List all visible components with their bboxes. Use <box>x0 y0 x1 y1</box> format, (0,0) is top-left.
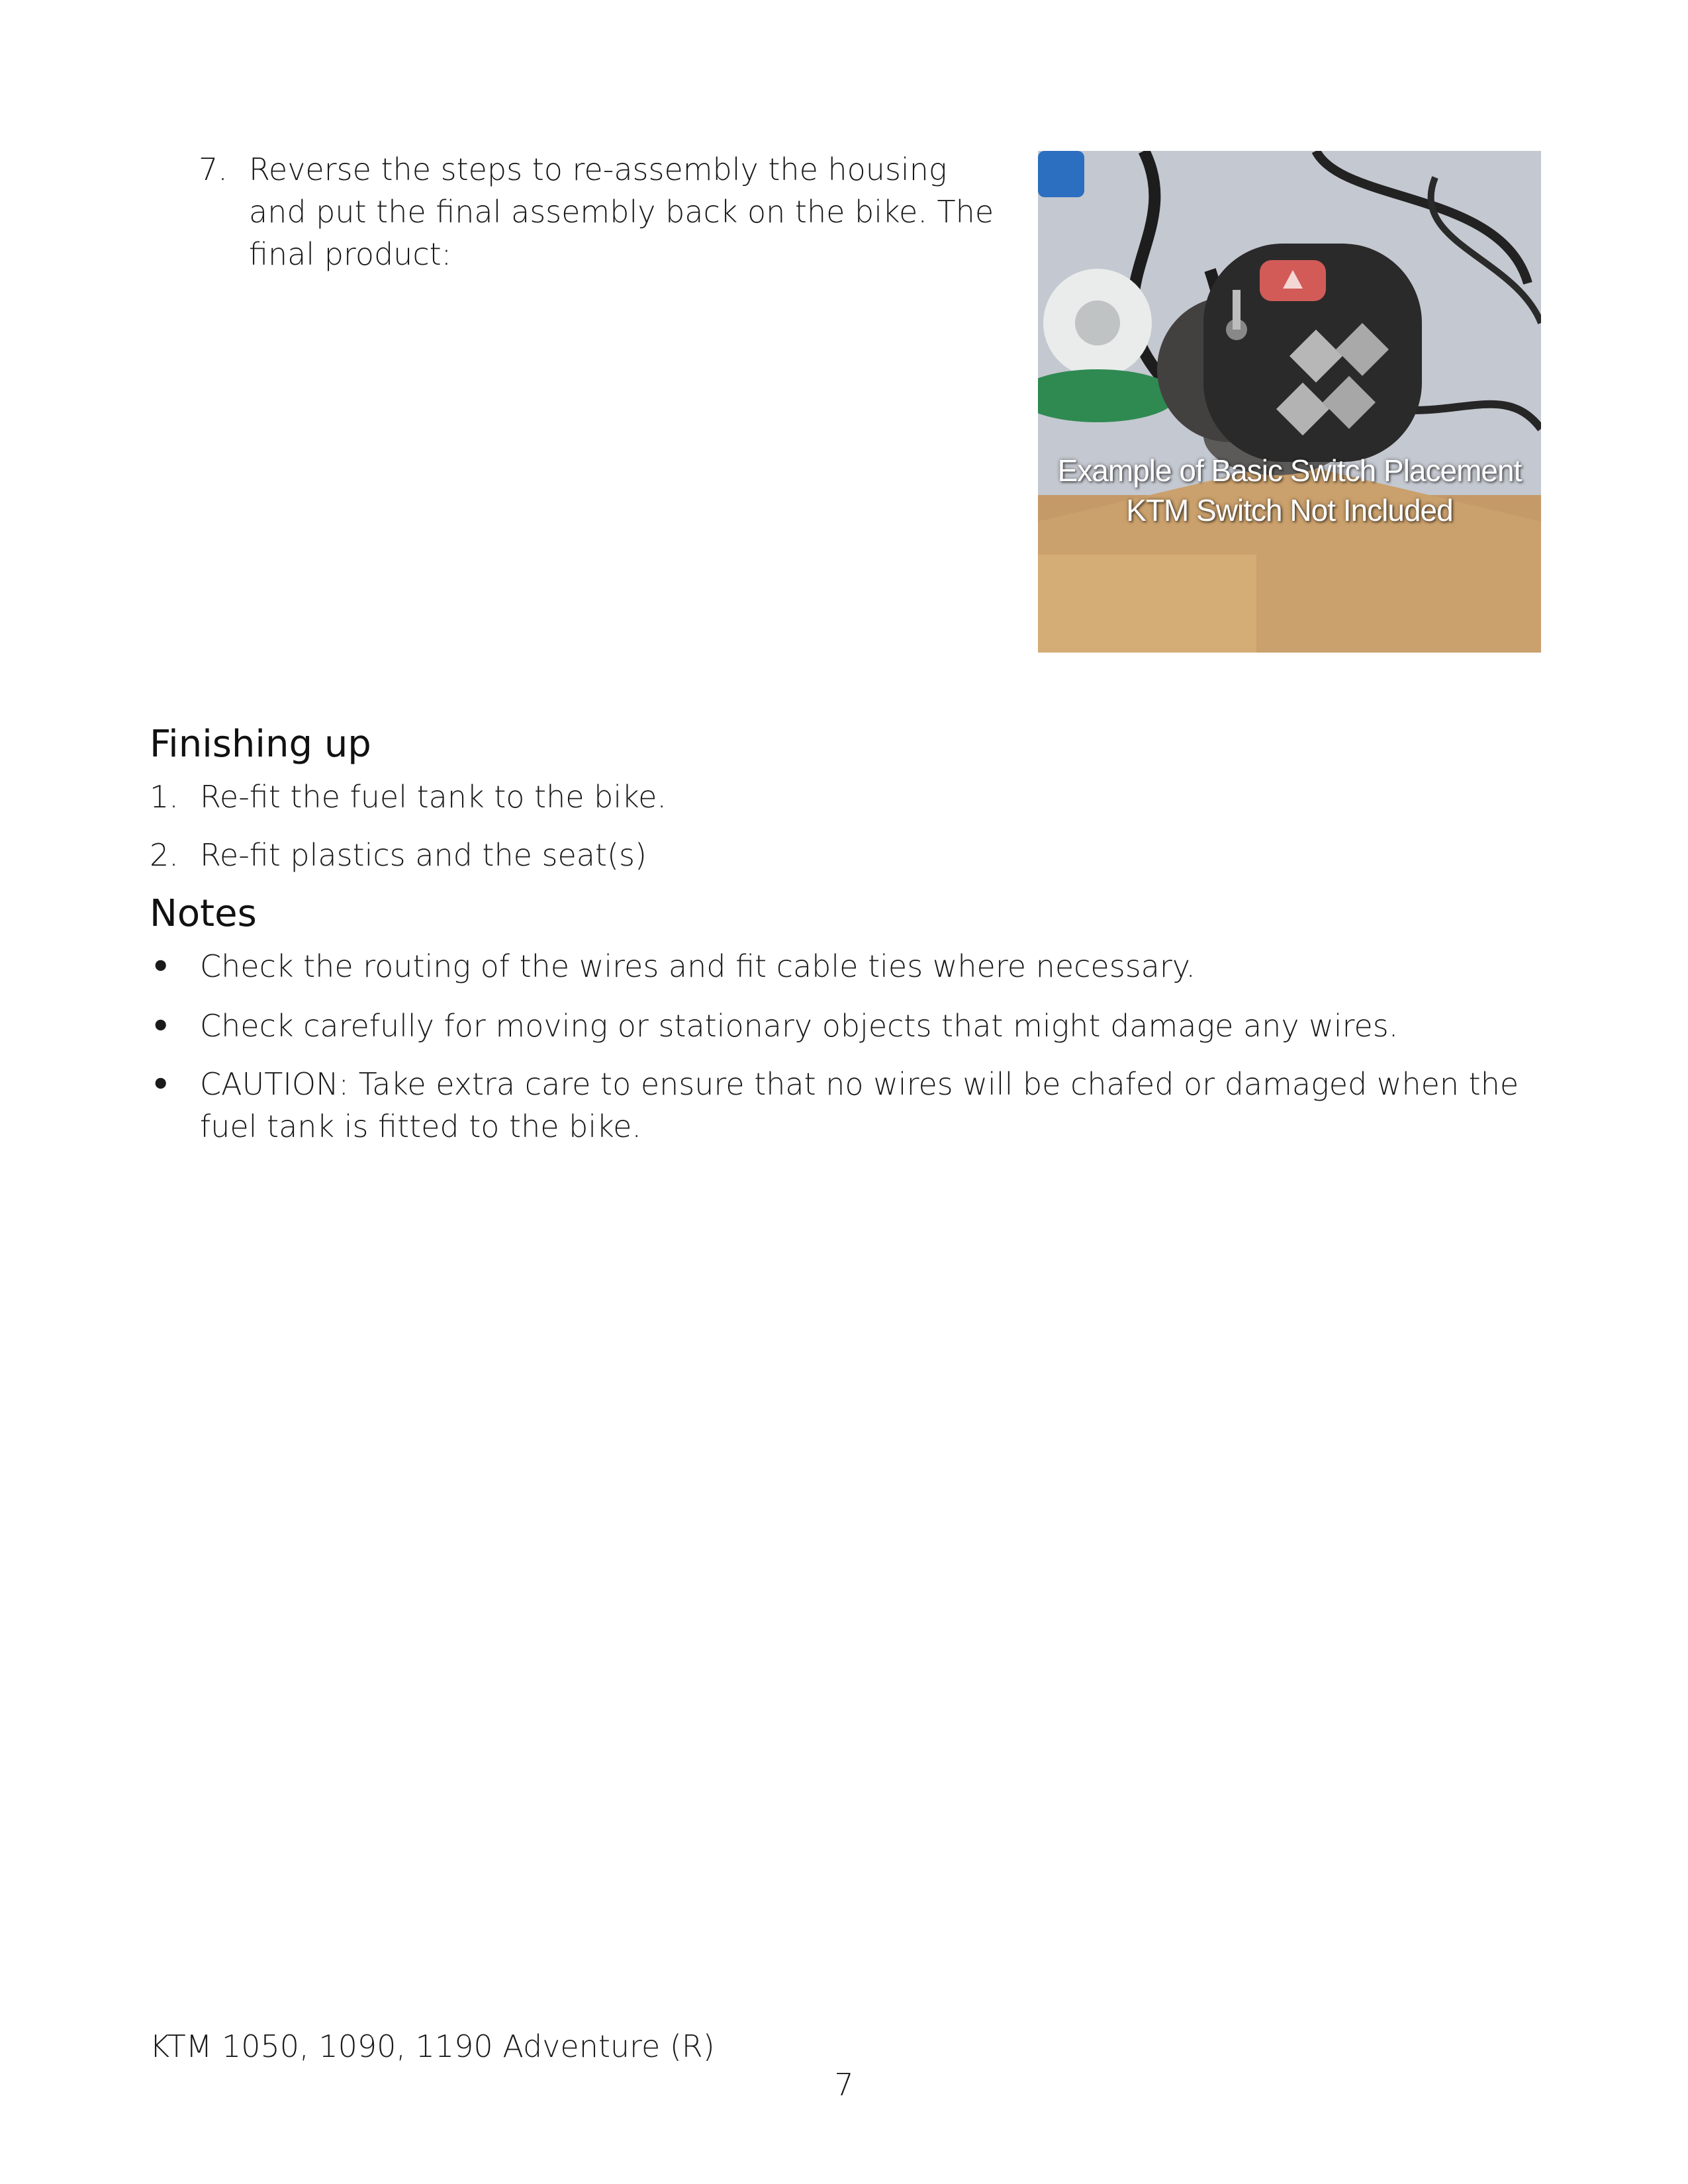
step-7-text: Reverse the steps to re-assembly the housing and put the final assembly back on the bike. The final product: <box>249 152 994 272</box>
list-item-text: Re-fit the fuel tank to the bike. <box>200 779 667 815</box>
list-item-text: Re-fit plastics and the seat(s) <box>200 837 647 873</box>
note-item-text: Check the routing of the wires and fit cable ties where necessary. <box>200 948 1196 984</box>
step-7-number: 7. <box>199 152 228 187</box>
list-item-number: 1. <box>150 779 179 815</box>
bullet-icon: • <box>151 1066 171 1102</box>
photo-caption-line-2: KTM Switch Not Included <box>1126 493 1453 527</box>
photo-caption-line-1: Example of Basic Switch Placement <box>1057 453 1522 488</box>
note-item-text: CAUTION: Take extra care to ensure that no wires will be chafed or damaged when the fuel tank is fitted to the bike. <box>200 1066 1519 1144</box>
notes-heading: Notes <box>150 892 257 935</box>
page-number: 7 <box>834 2067 854 2103</box>
finishing-up-heading: Finishing up <box>150 723 371 766</box>
footer-title: KTM 1050, 1090, 1190 Adventure (R) <box>150 2028 715 2064</box>
note-item-text: Check carefully for moving or stationary objects that might damage any wires. <box>200 1008 1399 1044</box>
switch-placement-photo <box>1038 151 1541 653</box>
switch-photo-illustration <box>1038 151 1541 653</box>
bullet-icon: • <box>151 1008 171 1044</box>
bullet-icon: • <box>151 948 171 984</box>
list-item-number: 2. <box>150 837 179 873</box>
